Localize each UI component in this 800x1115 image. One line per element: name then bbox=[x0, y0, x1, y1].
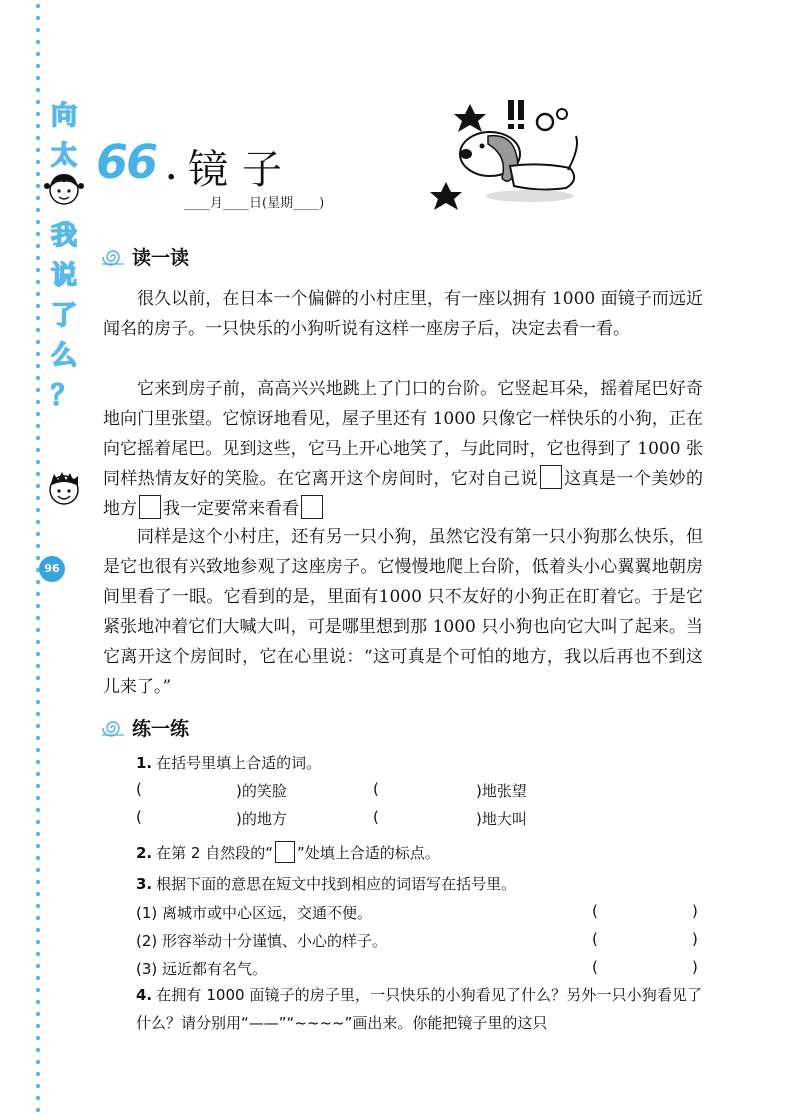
question-number: 3. bbox=[136, 875, 153, 893]
blank-open: ( bbox=[373, 780, 379, 798]
star-icon bbox=[454, 104, 486, 132]
blank-close[interactable]: )的地方 bbox=[236, 810, 287, 828]
margin-dotted-line bbox=[35, 0, 41, 1115]
question-prompt: 在拥有 1000 面镜子的房子里，一只快乐的小狗看见了什么？另外一只小狗看见了什么？请分别用“——”“~~~~”画出来。你能把镜子里的这只 bbox=[136, 986, 702, 1032]
paragraph-text: 很久以前，在日本一个偏僻的小村庄里，有一座以拥有 1000 面镜子而远近闻名的房子。一只快乐的小狗听说有这样一座房子后，决定去看一看。 bbox=[103, 289, 703, 339]
answer-open[interactable]: ( bbox=[592, 930, 598, 948]
question-prompt: 在括号里填上合适的词。 bbox=[156, 754, 322, 772]
question-number: 4. bbox=[136, 986, 153, 1004]
punctuation-blank-box bbox=[275, 841, 295, 863]
date-line: ____月____日(星期____) bbox=[184, 196, 325, 211]
motto-char: ？ bbox=[50, 381, 77, 411]
paragraph-text: 这真是一个美妙的地方 bbox=[103, 469, 704, 519]
q3-item-2: (2) 形容举动十分谨慎、小心的样子。 bbox=[136, 932, 388, 950]
read-section-heading bbox=[100, 243, 189, 270]
question-2 bbox=[136, 841, 440, 863]
lesson-title: 镜子 bbox=[188, 147, 296, 193]
question-4 bbox=[136, 981, 702, 1037]
punctuation-blank-box[interactable] bbox=[139, 495, 161, 519]
motto-char: 太 bbox=[50, 141, 77, 171]
q3-item-1: (1) 离城市或中心区远，交通不便。 bbox=[136, 904, 373, 922]
question-prompt: 根据下面的意思在短文中找到相应的词语写在括号里。 bbox=[156, 875, 517, 893]
star-icon bbox=[430, 182, 462, 210]
paragraph-2 bbox=[103, 374, 703, 524]
q3-item-3: (3) 远近都有名气。 bbox=[136, 960, 268, 978]
paragraph-1 bbox=[103, 284, 703, 344]
blank-open: ( bbox=[373, 808, 379, 826]
punctuation-blank-box[interactable] bbox=[301, 495, 323, 519]
swirl-icon bbox=[100, 719, 126, 737]
margin-motto bbox=[44, 96, 84, 416]
paragraph-text: 同样是这个小村庄，还有另一只小狗，虽然它没有第一只小狗那么快乐，但是它也很有兴致地参观了这座房子。它慢慢地爬上台阶，低着头小心翼翼地朝房间里看了一眼。它看到的是，里面有1000 只不友好的小狗正在盯着它。于是它紧张地冲着它们大喊大叫，可是哪里想到那 1000 只小狗也向它大叫了起来。当它离开这个房间时，它在心里说：“这可真是个可怕的地方，我以后再也不到这儿来了。” bbox=[103, 527, 703, 697]
boy-face-icon bbox=[44, 468, 84, 508]
question-number: 1. bbox=[136, 754, 153, 772]
page-number: 96 bbox=[39, 556, 65, 582]
practice-section-heading bbox=[100, 714, 189, 741]
blank-close[interactable]: )地大叫 bbox=[476, 810, 527, 828]
dog-illustration bbox=[430, 96, 590, 216]
lesson-number: 66 bbox=[96, 135, 157, 189]
practice-heading-text: 练一练 bbox=[132, 718, 190, 740]
motto-char: 了 bbox=[50, 301, 77, 331]
question-1 bbox=[136, 752, 321, 773]
answer-open[interactable]: ( bbox=[592, 958, 598, 976]
read-heading-text: 读一读 bbox=[132, 247, 190, 269]
blank-open: ( bbox=[136, 808, 142, 826]
paragraph-text: 我一定要常来看看 bbox=[163, 499, 299, 519]
blank-open: ( bbox=[136, 780, 142, 798]
lesson-number-dot: . bbox=[166, 152, 177, 187]
motto-char: 我 bbox=[50, 221, 77, 251]
blank-close[interactable]: )的笑脸 bbox=[236, 782, 287, 800]
swirl-icon bbox=[100, 248, 126, 266]
paragraph-text: 它来到房子前，高高兴兴地跳上了门口的台阶。它竖起耳朵，摇着尾巴好奇地向门里张望。它惊讶地看见，屋子里还有 1000 只像它一样快乐的小狗，正在向它摇着尾巴。见到这些，它马上开心地笑了，与此同时，它也得到了 1000 张同样热情友好的笑脸。在它离开这个房间时，它对自己说 bbox=[103, 379, 703, 489]
answer-open[interactable]: ( bbox=[592, 902, 598, 920]
blank-close[interactable]: )地张望 bbox=[476, 782, 527, 800]
motto-char: 向 bbox=[50, 101, 77, 131]
answer-close: ) bbox=[692, 902, 698, 920]
question-3 bbox=[136, 873, 516, 894]
answer-close: ) bbox=[692, 958, 698, 976]
paragraph-3 bbox=[103, 522, 703, 702]
motto-char: 么 bbox=[50, 341, 77, 371]
girl-face-icon bbox=[44, 168, 84, 208]
motto-char: 说 bbox=[50, 261, 77, 291]
question-prompt: ”处填上合适的标点。 bbox=[297, 844, 440, 862]
question-prompt: 在第 2 自然段的“ bbox=[156, 844, 273, 862]
answer-close: ) bbox=[692, 930, 698, 948]
punctuation-blank-box[interactable] bbox=[540, 465, 562, 489]
question-number: 2. bbox=[136, 844, 153, 862]
